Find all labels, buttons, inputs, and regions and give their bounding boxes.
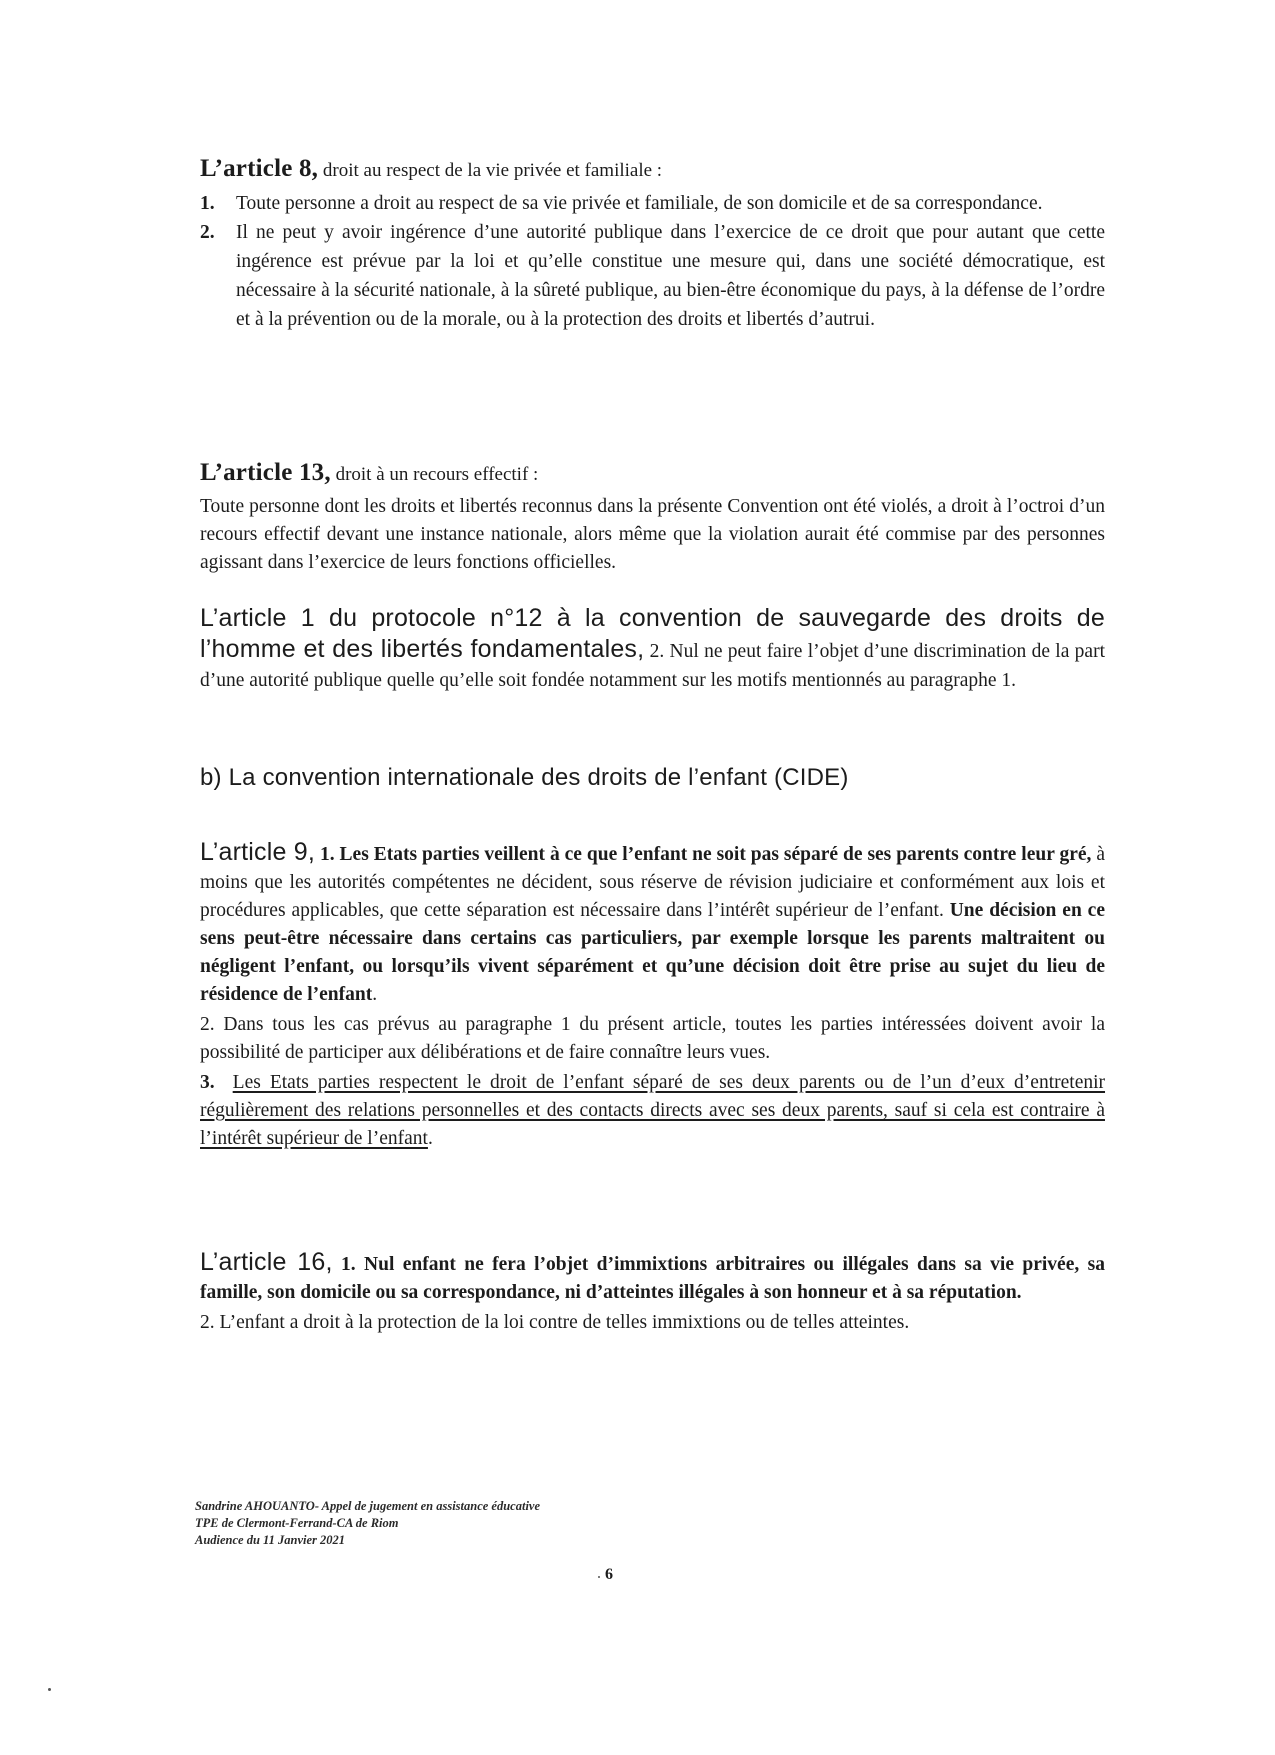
article-9-p1-bold-a: 1. Les Etats parties veillent à ce que l’enfant ne soit pas séparé de ses parents contre leur gré, [315,844,1092,865]
protocol-12-paragraph [200,604,1105,695]
article-9-p1-bold-c: Une décision en ce sens peut-être nécessaire dans certains cas particuliers, par exemple lorsque les parents maltraitent ou négligent l’enfant, ou lorsqu’ils vivent séparément et qu’une décision doit être prise au sujet du lieu de résidence de l’enfant [200,900,1105,1005]
list-item [200,218,1105,334]
article-9-section [200,838,1105,1153]
article-8-title: droit au respect de la vie privée et familiale : [318,160,663,181]
page-footer [195,1498,540,1549]
protocol-12-section [200,604,1105,695]
article-8-list [200,189,1105,334]
article-9-p3-end: . [427,1128,433,1149]
article-9-p1-end: . [372,984,378,1005]
protocol-12-lead: L’article 1 du protocole n°12 à la convention de sauvegarde des droits de l’homme et des libertés fondamentales, [200,604,1105,663]
list-item-number: 2. [200,222,215,243]
list-item-number: 1. [200,193,215,214]
article-16-paragraph-1 [200,1248,1105,1307]
footer-line-1: Sandrine AHOUANTO- Appel de jugement en assistance éducative [195,1499,541,1513]
article-16-section [200,1248,1105,1337]
list-item [200,189,1105,218]
list-item-text: Toute personne a droit au respect de sa vie privée et familiale, de son domicile et de sa correspondance. [236,193,1043,214]
footer-line-2: TPE de Clermont-Ferrand-CA de Riom [195,1516,399,1530]
scan-speck [598,1576,600,1578]
article-8-section [200,152,1105,334]
article-16-paragraph-2: 2. L’enfant a droit à la protection de la loi contre de telles immixtions ou de telles atteintes. [200,1312,910,1333]
article-13-lead: L’article 13, [200,459,331,486]
article-16-lead: L’article 16, [200,1248,333,1276]
section-b [200,764,1105,792]
article-13-section [200,456,1105,577]
protocol-12-text: 2. Nul ne peut faire l’objet d’une discrimination de la part d’une autorité publique quelle qu’elle soit fondée notamment sur les motifs mentionnés au paragraphe 1. [200,641,1105,691]
article-9-p1-normal: à moins que les autorités compétentes ne décident, sous réserve de révision judiciaire et conformément aux lois et procédures applicables, que cette séparation est nécessaire dans l’intérêt supérieur de l’enfant. [200,844,1105,921]
article-9-p3-text: Les Etats parties respectent le droit de l’enfant séparé de ses deux parents ou de l’un d’eux d’entretenir régulièrement des relations personnelles et des contacts directs avec ses deux parents, sauf si cela est contraire à l’intérêt supérieur de l’enfant [200,1072,1106,1149]
article-9-lead: L’article 9, [200,838,316,866]
section-b-title: b) La convention internationale des droits de l’enfant (CIDE) [200,764,849,791]
article-16-p1: 1. Nul enfant ne fera l’objet d’immixtions arbitraires ou illégales dans sa vie privée, sa famille, son domicile ou sa correspondance, ni d’atteintes illégales à son honneur et à sa réputation. [200,1254,1105,1303]
article-13-heading [200,456,1105,493]
article-13-title: droit à un recours effectif : [330,464,539,485]
article-8-heading [200,152,1105,189]
page-number: 6 [605,1566,613,1583]
article-9-paragraph-1 [200,838,1105,1009]
list-item-text: Il ne peut y avoir ingérence d’une autorité publique dans l’exercice de ce droit que pour autant que cette ingérence est prévue par la loi et qu’elle constitue une mesure qui, dans une société démocratique, est nécessaire à la sécurité nationale, à la sûreté publique, au bien-être économique du pays, à la défense de l’ordre et à la prévention ou de la morale, ou à la protection des droits et libertés d’autrui. [236,222,1105,330]
article-9-paragraph-3 [200,1069,1105,1153]
scan-speck [48,1688,51,1691]
article-13-text: Toute personne dont les droits et libertés reconnus dans la présente Convention ont été violés, a droit à l’octroi d’un recours effectif devant une instance nationale, alors même que la violation aurait été commise par des personnes agissant dans l’exercice de leurs fonctions officielles. [200,496,1105,573]
article-9-paragraph-2: 2. Dans tous les cas prévus au paragraphe 1 du présent article, toutes les parties intéressées doivent avoir la possibilité de participer aux délibérations et de faire connaître leurs vues. [200,1014,1105,1063]
article-8-lead: L’article 8, [200,155,319,182]
article-9-p3-number: 3. [200,1072,215,1093]
footer-line-3: Audience du 11 Janvier 2021 [195,1533,346,1547]
